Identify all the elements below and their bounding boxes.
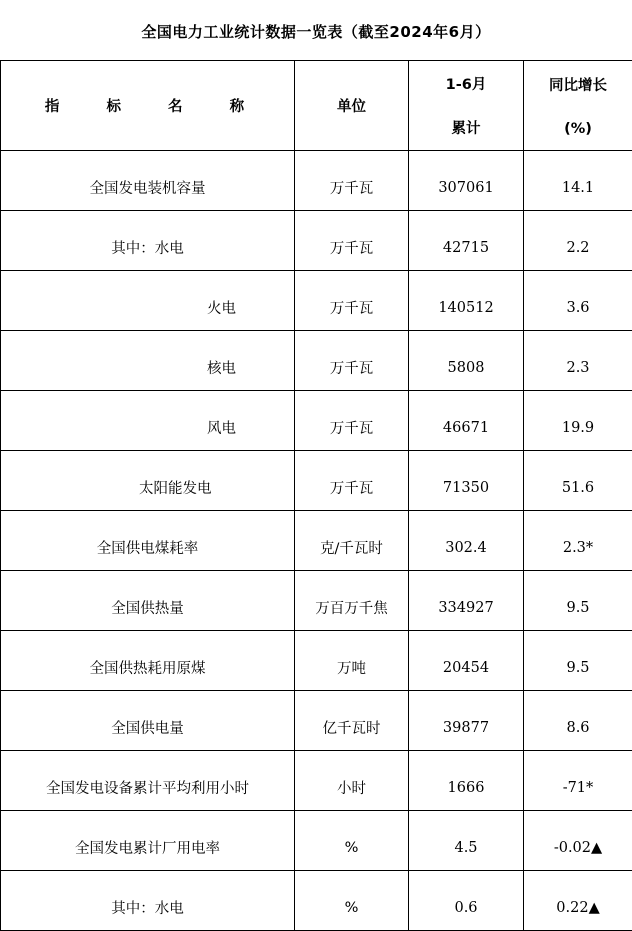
table-header-row xyxy=(1,61,632,151)
row-cumulative: 140512 xyxy=(409,271,524,331)
row-name: 全国供热耗用原煤 xyxy=(1,631,295,691)
header-cumulative-line2: 累计 xyxy=(452,117,481,138)
row-unit: 万千瓦 xyxy=(295,331,409,391)
row-unit: 克/千瓦时 xyxy=(295,511,409,571)
table-row xyxy=(1,631,632,691)
row-unit: 亿千瓦时 xyxy=(295,691,409,751)
row-cumulative: 334927 xyxy=(409,571,524,631)
row-unit: 万千瓦 xyxy=(295,391,409,451)
page-title: 全国电力工业统计数据一览表（截至2024年6月） xyxy=(0,0,632,62)
row-unit: 万千瓦 xyxy=(295,151,409,211)
header-yoy xyxy=(524,61,632,151)
row-unit: 小时 xyxy=(295,751,409,811)
row-name: 全国供热量 xyxy=(1,571,295,631)
table-row xyxy=(1,511,632,571)
row-cumulative: 42715 xyxy=(409,211,524,271)
row-name: 全国发电装机容量 xyxy=(1,151,295,211)
row-cumulative: 302.4 xyxy=(409,511,524,571)
row-name: 核电 xyxy=(1,331,295,391)
header-unit xyxy=(295,61,409,151)
row-yoy: 51.6 xyxy=(524,451,632,511)
row-cumulative: 46671 xyxy=(409,391,524,451)
row-unit: % xyxy=(295,811,409,871)
table-row xyxy=(1,271,632,331)
row-yoy: 8.6 xyxy=(524,691,632,751)
row-cumulative: 307061 xyxy=(409,151,524,211)
row-cumulative: 5808 xyxy=(409,331,524,391)
row-unit: % xyxy=(295,871,409,931)
row-unit: 万吨 xyxy=(295,631,409,691)
row-cumulative: 0.6 xyxy=(409,871,524,931)
row-yoy: 9.5 xyxy=(524,571,632,631)
header-yoy-line2: (%) xyxy=(564,121,592,137)
table-row xyxy=(1,151,632,211)
row-yoy: 9.5 xyxy=(524,631,632,691)
table-row xyxy=(1,811,632,871)
table-row xyxy=(1,211,632,271)
table-row xyxy=(1,751,632,811)
header-cumulative-line1: 1-6月 xyxy=(446,73,487,94)
row-yoy: 19.9 xyxy=(524,391,632,451)
table-row xyxy=(1,571,632,631)
table-row xyxy=(1,331,632,391)
header-yoy-line1: 同比增长 xyxy=(549,74,607,95)
header-name-label: 指 标 名 称 xyxy=(45,99,250,115)
header-name xyxy=(1,61,295,151)
row-cumulative: 20454 xyxy=(409,631,524,691)
row-name: 太阳能发电 xyxy=(1,451,295,511)
row-unit: 万千瓦 xyxy=(295,451,409,511)
row-name: 火电 xyxy=(1,271,295,331)
table-row xyxy=(1,391,632,451)
row-yoy: 2.3* xyxy=(524,511,632,571)
row-yoy: 14.1 xyxy=(524,151,632,211)
table-row xyxy=(1,451,632,511)
row-cumulative: 4.5 xyxy=(409,811,524,871)
header-unit-label: 单位 xyxy=(337,99,366,115)
row-unit: 万百万千焦 xyxy=(295,571,409,631)
row-name: 全国供电量 xyxy=(1,691,295,751)
row-yoy: 3.6 xyxy=(524,271,632,331)
row-name: 全国供电煤耗率 xyxy=(1,511,295,571)
table-row xyxy=(1,871,632,931)
row-name: 其中：水电 xyxy=(1,211,295,271)
row-cumulative: 39877 xyxy=(409,691,524,751)
row-name: 全国发电累计厂用电率 xyxy=(1,811,295,871)
row-name: 全国发电设备累计平均利用小时 xyxy=(1,751,295,811)
row-name: 其中：水电 xyxy=(1,871,295,931)
statistics-table xyxy=(0,60,632,931)
row-unit: 万千瓦 xyxy=(295,271,409,331)
table-row xyxy=(1,691,632,751)
row-cumulative: 71350 xyxy=(409,451,524,511)
row-unit: 万千瓦 xyxy=(295,211,409,271)
row-yoy: 0.22▲ xyxy=(524,871,632,931)
row-yoy: 2.3 xyxy=(524,331,632,391)
row-cumulative: 1666 xyxy=(409,751,524,811)
row-yoy: 2.2 xyxy=(524,211,632,271)
row-name: 风电 xyxy=(1,391,295,451)
row-yoy: -0.02▲ xyxy=(524,811,632,871)
header-cumulative xyxy=(409,61,524,151)
row-yoy: -71* xyxy=(524,751,632,811)
